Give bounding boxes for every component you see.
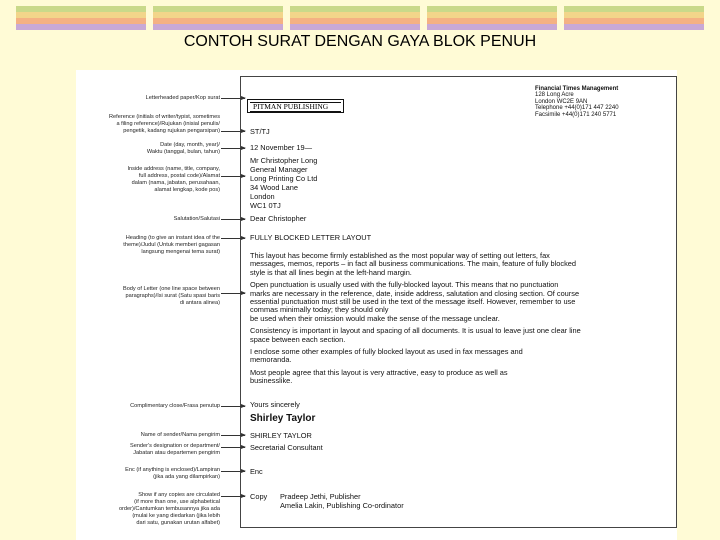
decor-bar-group bbox=[290, 6, 420, 30]
signature: Shirley Taylor bbox=[250, 413, 316, 424]
label-heading: Heading (to give an instant idea of the theme)/Judul (Untuk memberi gagasan langsung mengenai tema surat) bbox=[123, 235, 220, 255]
letter-close: Yours sincerely bbox=[250, 400, 300, 409]
label-enclosure: Enc (if anything is enclosed)/Lampiran (jika ada yang dilampirkan) bbox=[125, 467, 220, 480]
arrow bbox=[221, 131, 245, 132]
decor-bar-group bbox=[153, 6, 283, 30]
arrow bbox=[221, 496, 245, 497]
arrow bbox=[221, 176, 245, 177]
letter-salutation: Dear Christopher bbox=[250, 214, 307, 223]
label-salutation: Salutation/Salutasi bbox=[173, 216, 220, 222]
letter-sender: SHIRLEY TAYLOR bbox=[250, 431, 312, 440]
arrow bbox=[221, 447, 245, 448]
label-copies: Show if any copies are circulated (if more than one, use alphabetical order)/Cantumkan tembusannya jika ada (mulai ke yang diedarkan (jika lebih dari satu, gunakan urutan alfabet) bbox=[118, 492, 220, 526]
label-letterhead: Letterheaded paper/Kop surat bbox=[145, 95, 220, 101]
letterhead-logo: PITMAN PUBLISHING bbox=[247, 99, 344, 113]
label-inside-address: Inside address (name, title, company, full address, postal code)/Alamat dalam (nama, jabatan, perusahaan, alamat lengkap, kode pos) bbox=[127, 166, 220, 193]
letter-date: 12 November 19— bbox=[250, 143, 313, 152]
letter-copies: Pradeep Jethi, Publisher Amelia Lakin, Publishing Co-ordinator bbox=[280, 492, 404, 510]
arrow bbox=[221, 406, 245, 407]
label-complimentary-close: Complimentary close/Frasa penutup bbox=[130, 403, 220, 409]
decor-bar-group bbox=[564, 6, 704, 30]
arrow bbox=[221, 238, 245, 239]
letter-body: This layout has become firmly established as the most popular way of setting out letters, fax messages, memos, reports – in fact all business communications. The main, feature of fully blocked style is that all lines begin at the left-hand margin. Open punctuation is usually used with the fully-blocked layout. This means that no punctuation marks are necessary in the reference, date, inside address, salutation and closing section. Of course essential punctuation must still be used in the text of the message itself. However, remember to use commas minimally today; they should only be used when their omission would make the sense of the message unclear. Consistency is important in layout and spacing of all documents. It is usual to leave just one clear line space between each section. I enclose some other examples of fully blocked layout as used in fax messages and memoranda. Most people agree that this layout is very attractive, easy to produce as well as businesslike. bbox=[250, 251, 581, 386]
arrow bbox=[221, 219, 245, 220]
arrow bbox=[221, 435, 245, 436]
label-designation: Sender's designation or department/ Jabatan atau departemen pengirim bbox=[129, 443, 220, 456]
label-body: Body of Letter (one line space between paragraphs)/Isi surat (Satu spasi baris di antara alinea) bbox=[122, 286, 220, 306]
decor-bar-group bbox=[16, 6, 146, 30]
label-reference: Reference (initials of writer/typist, sometimes a filing reference)/Rujukan (inisial penulis/ pengetik, kadang rujukan pengarsipan) bbox=[109, 114, 220, 134]
letter-inside-address: Mr Christopher Long General Manager Long Printing Co Ltd 34 Wood Lane London WC1 0TJ bbox=[250, 156, 318, 210]
letter-reference: ST/TJ bbox=[250, 127, 270, 136]
letter-enclosure: Enc bbox=[250, 467, 263, 476]
return-address: Financial Times Management 128 Long Acre London WC2E 9AN Telephone +44(0)171 447 2240 Facsimile +44(0)171 240 5771 bbox=[535, 86, 619, 118]
letter-designation: Secretarial Consultant bbox=[250, 443, 323, 452]
slide-title: CONTOH SURAT DENGAN GAYA BLOK PENUH bbox=[183, 33, 537, 50]
arrow bbox=[221, 148, 245, 149]
label-date: Date (day, month, year)/ Waktu (tanggal, bulan, tahun) bbox=[146, 142, 220, 155]
decor-bar-group bbox=[427, 6, 557, 30]
label-sender-name: Name of sender/Nama pengirim bbox=[140, 432, 220, 438]
arrow bbox=[221, 293, 245, 294]
arrow bbox=[221, 471, 245, 472]
arrow bbox=[221, 98, 245, 99]
letter-copy-label: Copy bbox=[250, 492, 268, 501]
letter-heading: FULLY BLOCKED LETTER LAYOUT bbox=[250, 233, 372, 242]
decorative-header-bars bbox=[0, 0, 720, 36]
